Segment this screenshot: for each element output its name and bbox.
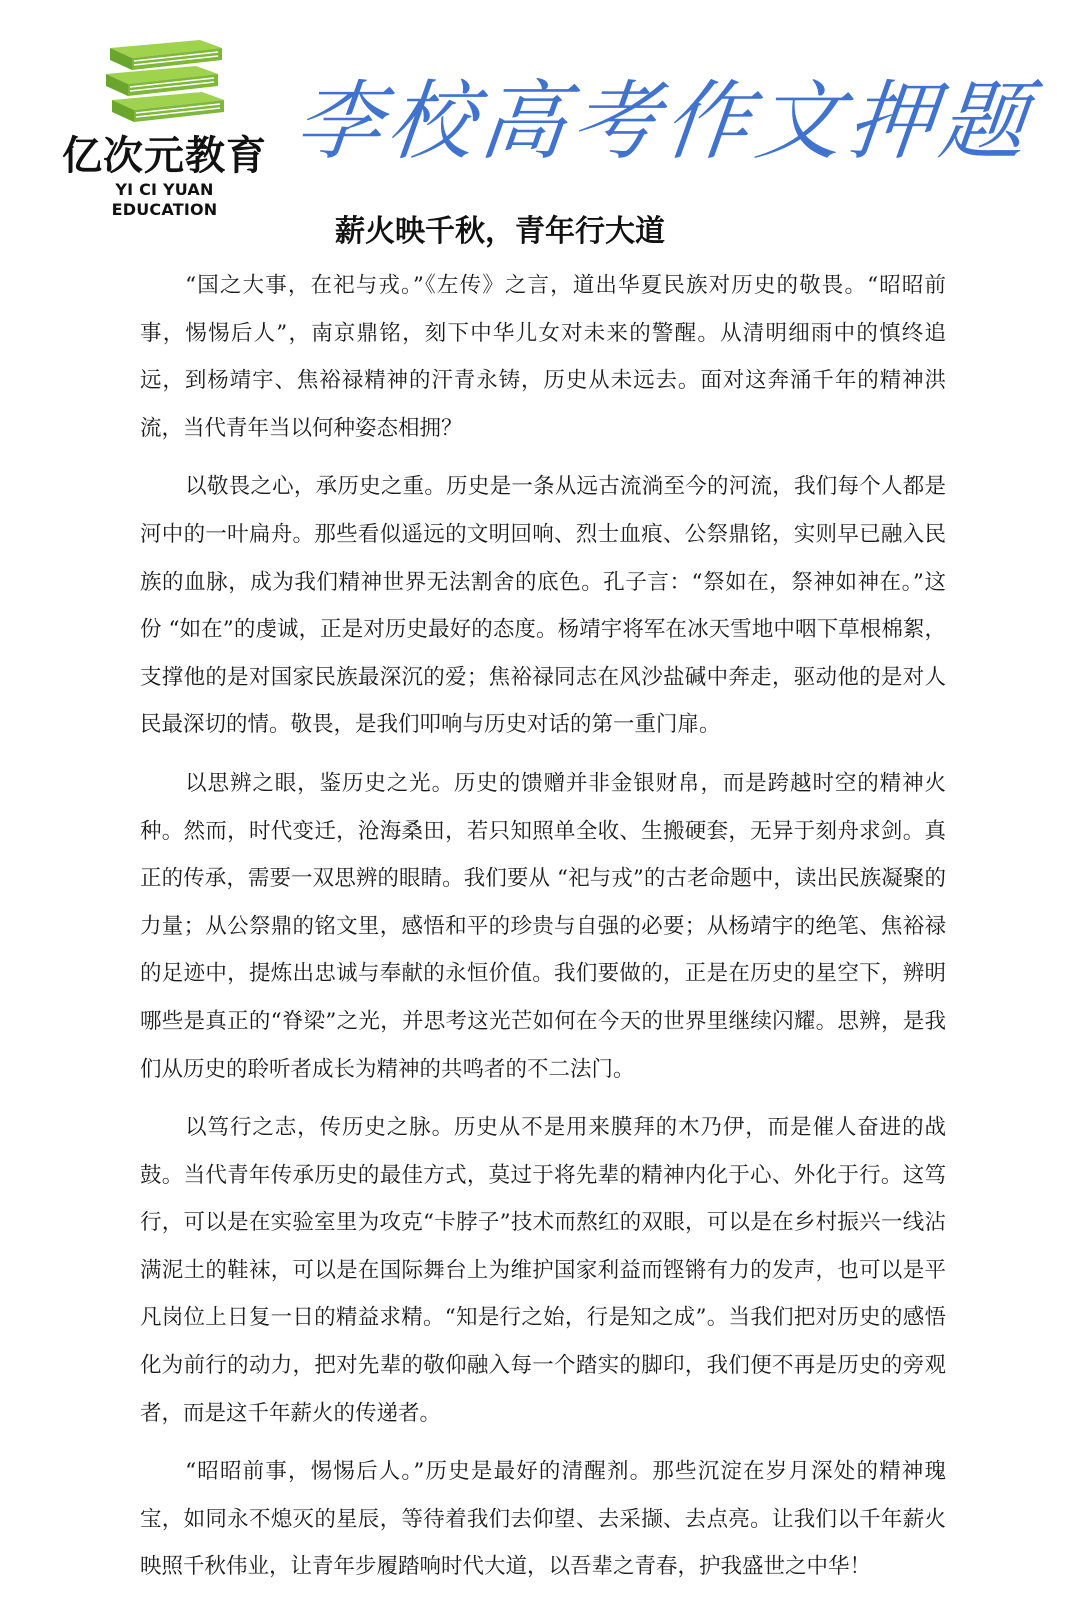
paragraph-1: “国之大事，在祀与戎。”《左传》之言，道出华夏民族对历史的敬畏。“昭昭前事，惕惕后人”，南京鼎铭，刻下中华儿女对未来的警醒。从清明细雨中的慎终追远，到杨靖宇、焦裕禄精神的汗青永铸，历史从未远去。面对这奔涌千年的精神洪流，当代青年当以何种姿态相拥？: [140, 273, 946, 441]
logo: [62, 38, 267, 219]
logo-english-name: YI CI YUAN EDUCATION: [111, 180, 218, 219]
banner-title: 李校高考作文押题: [290, 72, 1038, 172]
logo-chinese-name: 亿次元教育: [62, 133, 267, 179]
paragraph-3: 以思辨之眼，鉴历史之光。历史的馈赠并非金银财帛，而是跨越时空的精神火种。然而，时代变迁，沧海桑田，若只知照单全收、生搬硬套，无异于刻舟求剑。真正的传承，需要一双思辨的眼睛。我们要从 “祀与戎”的古老命题中，读出民族凝聚的力量；从公祭鼎的铭文里，感悟和平的珍贵与自强的必要；从杨靖宇的绝笔、焦裕禄的足迹中，提炼出忠诚与奉献的永恒价值。我们要做的，正是在历史的星空下，辨明哪些是真正的“脊梁”之光，并思考这光芒如何在今天的世界里继续闪耀。思辨，是我们从历史的聆听者成长为精神的共鸣者的不二法门。: [140, 770, 946, 1082]
paragraph-2: 以敬畏之心，承历史之重。历史是一条从远古流淌至今的河流，我们每个人都是河中的一叶扁舟。那些看似遥远的文明回响、烈士血痕、公祭鼎铭，实则早已融入民族的血脉，成为我们精神世界无法割舍的底色。孔子言：“祭如在，祭神如神在。”这份 “如在”的虔诚，正是对历史最好的态度。杨靖宇将军在冰天雪地中咽下草根棉絮，支撑他的是对国家民族最深沉的爱；焦裕禄同志在风沙盐碱中奔走，驱动他的是对人民最深切的情。敬畏，是我们叩响与历史对话的第一重门扉。: [140, 474, 946, 738]
paragraph-4: 以笃行之志，传历史之脉。历史从不是用来膜拜的木乃伊，而是催人奋进的战鼓。当代青年传承历史的最佳方式，莫过于将先辈的精神内化于心、外化于行。这笃行，可以是在实验室里为攻克“卡脖子”技术而熬红的双眼，可以是在乡村振兴一线沾满泥土的鞋袜，可以是在国际舞台上为维护国家利益而铿锵有力的发声，也可以是平凡岗位上日复一日的精益求精。“知是行之始，行是知之成”。当我们把对历史的感悟化为前行的动力，把对先辈的敬仰融入每一个踏实的脚印，我们便不再是历史的旁观者，而是这千年薪火的传递者。: [140, 1115, 946, 1426]
article-body: [140, 262, 946, 1602]
page-header: [0, 0, 1080, 219]
stacked-books-icon: [104, 38, 226, 130]
paragraph-5: “昭昭前事，惕惕后人。”历史是最好的清醒剂。那些沉淀在岁月深处的精神瑰宝，如同永不熄灭的星辰，等待着我们去仰望、去采撷、去点亮。让我们以千年薪火映照千秋伟业，让青年步履踏响时代大道，以吾辈之青春，护我盛世之中华！: [140, 1459, 946, 1580]
article-title: 薪火映千秋，青年行大道: [335, 214, 665, 249]
